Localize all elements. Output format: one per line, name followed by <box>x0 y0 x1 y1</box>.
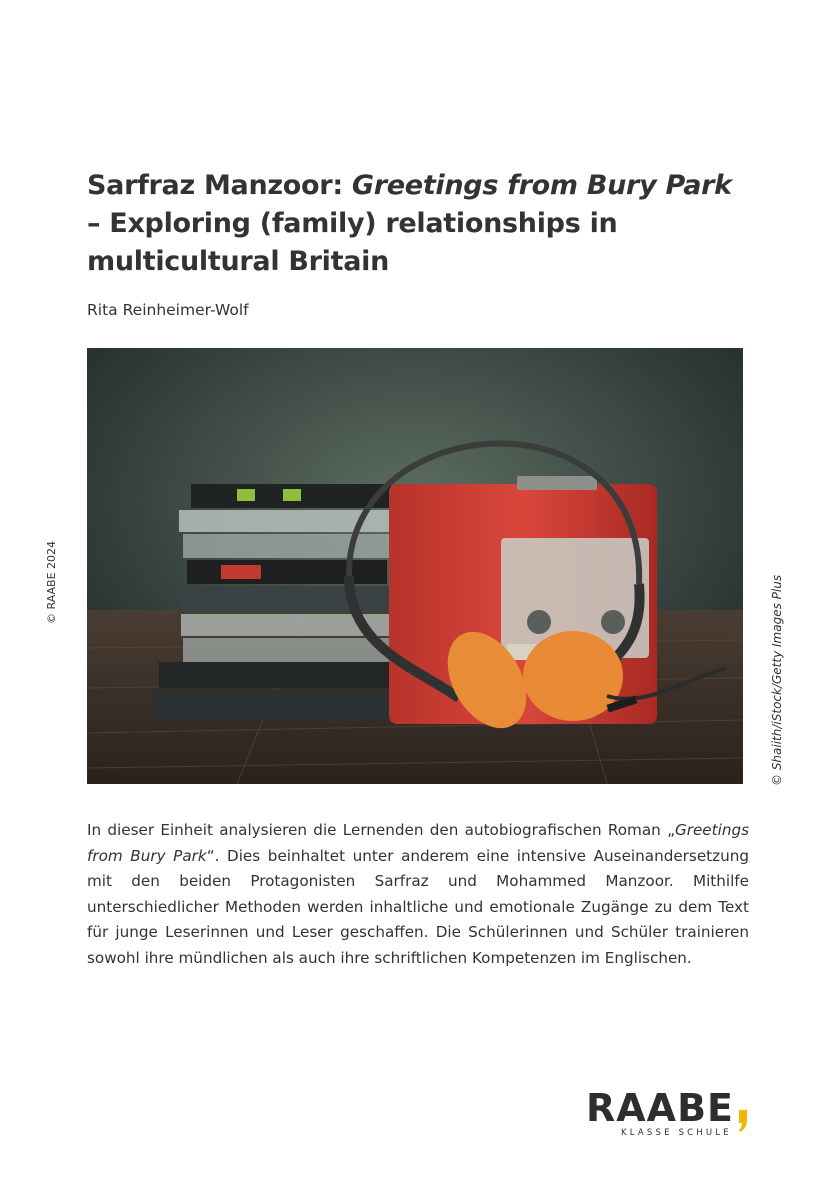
cover-photo <box>87 348 743 784</box>
logo-comma-icon <box>738 1110 748 1132</box>
page-title <box>87 167 747 281</box>
title-work: Greetings from Bury Park <box>351 170 732 201</box>
title-author: Sarfraz Manzoor: <box>87 170 352 201</box>
author-name: Rita Reinheimer-Wolf <box>87 301 249 319</box>
intro-part2: “. Dies beinhaltet unter anderem eine intensive Auseinandersetzung mit den beiden Protagonisten Sarfraz und Mohammed Manzoor. Mithilfe unterschiedlicher Methoden werden inhaltliche und emotionale Zugänge zu dem Text für junge Leserinnen und Leser geschaffen. Die Schülerinnen und Schüler trainieren sowohl ihre mündlichen als auch ihre schriftlichen Kompetenzen im Englischen. <box>87 846 749 967</box>
intro-part1: In dieser Einheit analysieren die Lernenden den autobiografischen Roman „ <box>87 821 675 839</box>
intro-paragraph <box>87 818 749 971</box>
title-subtitle: – Exploring (family) relationships in multicultural Britain <box>87 208 618 277</box>
logo-tagline: KLASSE SCHULE <box>621 1128 732 1138</box>
copyright-note: © RAABE 2024 <box>45 540 58 624</box>
photo-credit: © Shaiith/iStock/Getty Images Plus <box>770 574 784 786</box>
intro-work-title: Greetings from Bury Park <box>87 821 749 865</box>
raabe-logo <box>586 1088 756 1140</box>
logo-wordmark: RAABE <box>586 1086 735 1130</box>
